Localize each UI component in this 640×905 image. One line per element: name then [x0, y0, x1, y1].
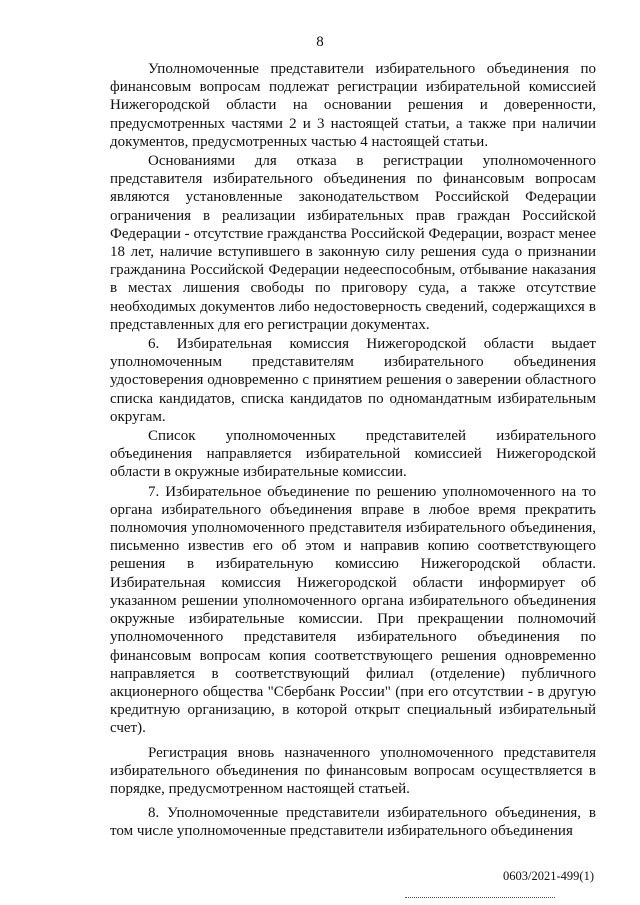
- page-number: 8: [316, 34, 324, 50]
- paragraph-refusal-grounds: Основаниями для отказа в регистрации уполномоченного представителя избирательного объединения по финансовым вопросам являются установленные законодательством Российской Федерации ограничения в реализации избирательных прав граждан Российской Федерации - отсутствие гражданства Российской Федерации, возраст менее 18 лет, наличие вступившего в законную силу решения суда о признании гражданина Российской Федерации недееспособным, отбывание наказания в местах лишения свободы по приговору суда, а также отсутствие необходимых документов либо недостоверность сведений, содержащихся в представленных для его регистрации документах.: [110, 153, 596, 333]
- paragraph-8-authorized: 8. Уполномоченные представители избирательного объединения, в том числе уполномоченные представители избирательного объединения: [110, 805, 596, 840]
- paragraph-6-certificates: 6. Избирательная комиссия Нижегородской области выдает уполномоченным представителям избирательного объединения удостоверения одновременно с принятием решения о заверении областного списка кандидатов, списка кандидатов по одномандатным избирательным округам.: [110, 336, 596, 425]
- paragraph-list-sending: Список уполномоченных представителей избирательного объединения направляется избирательной комиссией Нижегородской области в окружные избирательные комиссии.: [110, 428, 596, 481]
- document-body: [110, 60, 596, 841]
- paragraph-new-registration: Регистрация вновь назначенного уполномоченного представителя избирательного объединения по финансовым вопросам осуществляется в порядке, предусмотренном настоящей статьей.: [110, 744, 596, 797]
- document-code: 0603/2021-499(1): [503, 869, 594, 883]
- paragraph-7-termination: 7. Избирательное объединение по решению уполномоченного на то органа избирательного объединения вправе в любое время прекратить полномочия уполномоченного представителя избирательного объединения, письменно известив его об этом и направив копию соответствующего решения в избирательную комиссию Нижегородской области. Избирательная комиссия Нижегородской области информирует об указанном решении уполномоченного органа избирательного объединения окружные избирательные комиссии. При прекращении полномочий уполномоченного представителя избирательного объединения по финансовым вопросам копия соответствующего решения одновременно направляется в соответствующий филиал (отделение) публичного акционерного общества "Сбербанк России" (при его отсутствии - в другую кредитную организацию, в которой открыт специальный избирательный счет).: [110, 483, 596, 737]
- bottom-divider: [405, 897, 555, 898]
- paragraph-registration: Уполномоченные представители избирательного объединения по финансовым вопросам подлежат регистрации избирательной комиссией Нижегородской области на основании решения и доверенности, предусмотренных частями 2 и 3 настоящей статьи, а также при наличии документов, предусмотренных частью 4 настоящей статьи.: [110, 61, 596, 150]
